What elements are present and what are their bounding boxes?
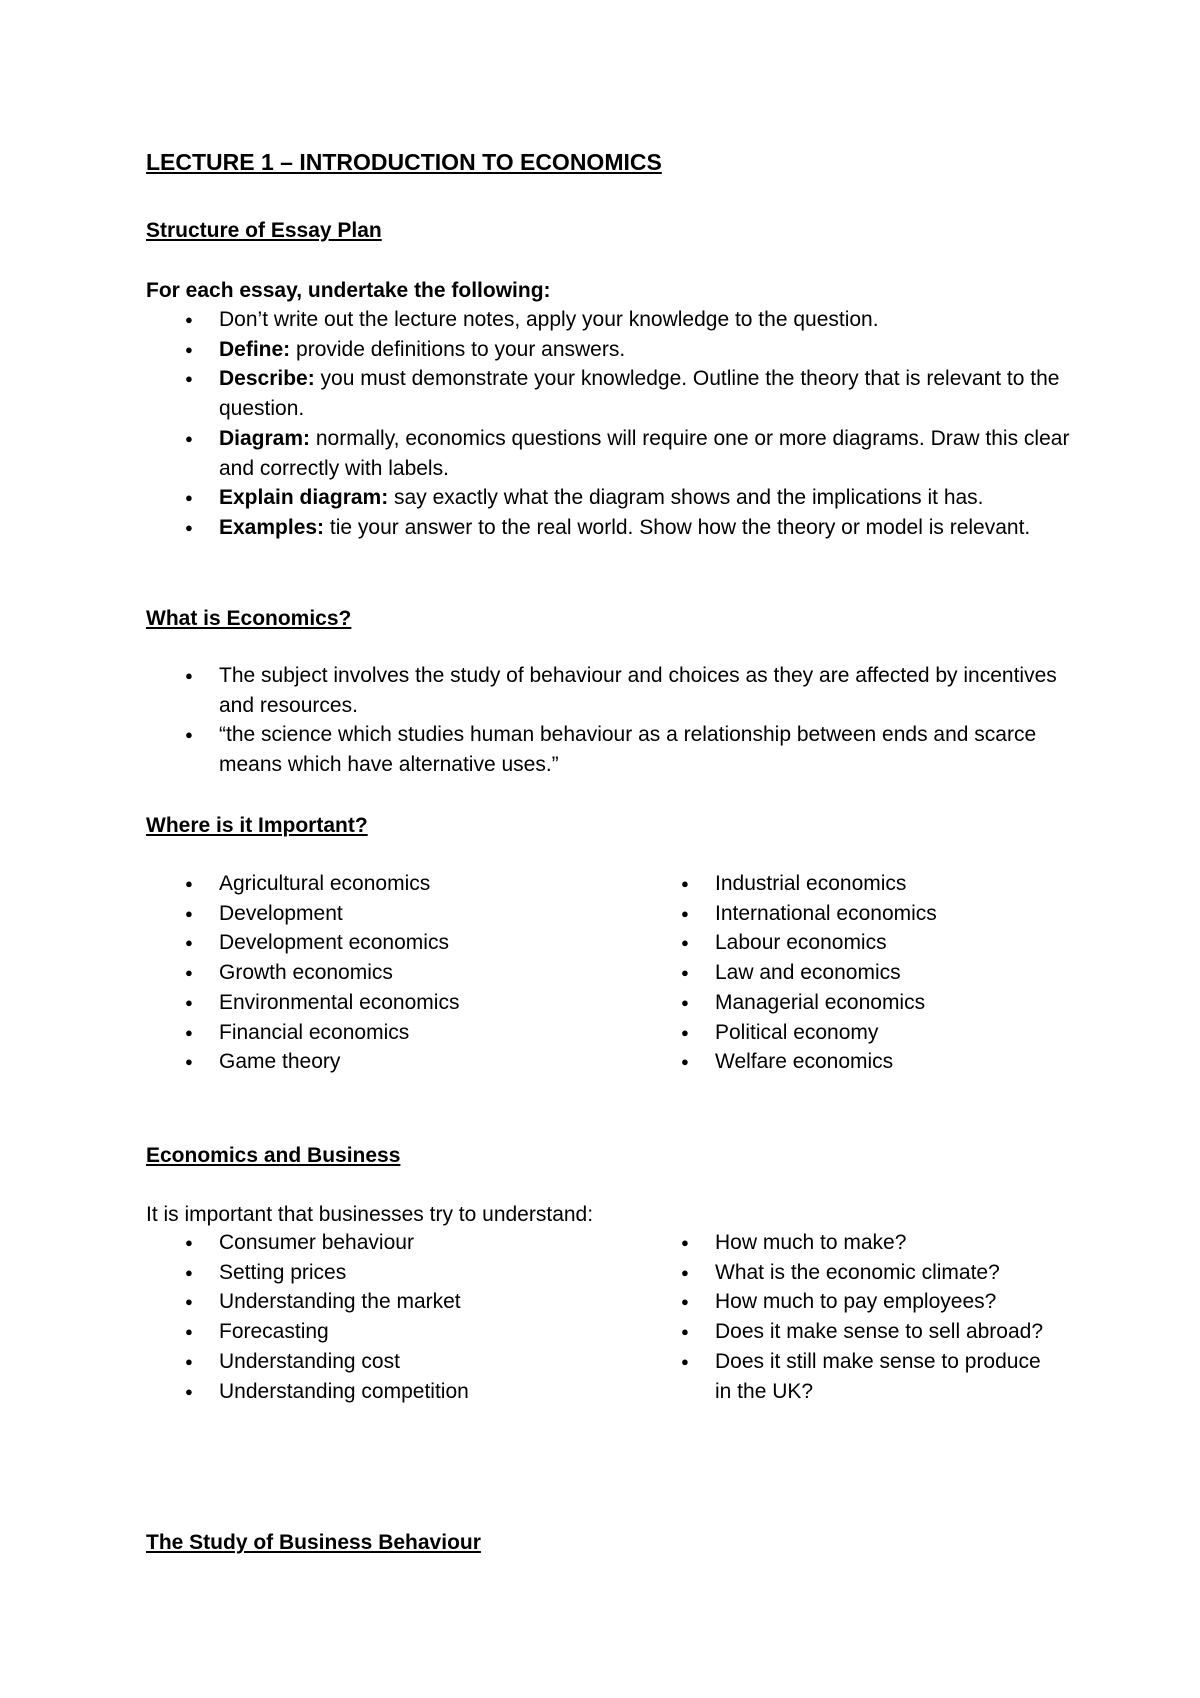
essay-plan-list xyxy=(146,305,1086,543)
where-important-list-left xyxy=(146,869,636,1077)
list-item: ● Understanding competition xyxy=(146,1377,636,1407)
item-term: Explain diagram: xyxy=(219,486,389,510)
list-item: ● Growth economics xyxy=(146,958,636,988)
section-heading-what-is: What is Economics? xyxy=(146,607,352,630)
section-heading-econ-business: Economics and Business xyxy=(146,1144,401,1167)
item-term: Describe: xyxy=(219,367,315,391)
list-item: ● Development economics xyxy=(146,928,636,958)
list-item: ● Setting prices xyxy=(146,1258,636,1288)
list-item xyxy=(146,305,1086,335)
where-important-list-right xyxy=(642,869,1082,1077)
section-heading-study-business: The Study of Business Behaviour xyxy=(146,1531,481,1554)
econ-business-list-left xyxy=(146,1228,636,1406)
list-item: ● Does it still make sense to produce in the UK? xyxy=(642,1347,1062,1406)
econ-business-list-right xyxy=(642,1228,1062,1406)
item-text: Don’t write out the lecture notes, apply your knowledge to the question. xyxy=(219,308,879,331)
list-item: ● Financial economics xyxy=(146,1018,636,1048)
item-text: you must demonstrate your knowledge. Outline the theory that is relevant to the question. xyxy=(219,367,1060,421)
list-item: ● Understanding the market xyxy=(146,1287,636,1317)
list-item: ● Political economy xyxy=(642,1018,1082,1048)
list-item: ● How much to make? xyxy=(642,1228,1062,1258)
list-item: ● Managerial economics xyxy=(642,988,1082,1018)
list-item xyxy=(146,424,1086,483)
list-item: ● Welfare economics xyxy=(642,1047,1082,1077)
list-item: ● “the science which studies human behaviour as a relationship between ends and scarce means which have alternative uses.” xyxy=(146,720,1086,779)
list-item: ● The subject involves the study of behaviour and choices as they are affected by incentives and resources. xyxy=(146,661,1086,720)
item-term: Examples: xyxy=(219,515,325,539)
list-item: ● Law and economics xyxy=(642,958,1082,988)
item-term: Diagram: xyxy=(219,426,311,450)
item-term: Define: xyxy=(219,337,291,361)
list-item xyxy=(146,483,1086,513)
page-title: LECTURE 1 – INTRODUCTION TO ECONOMICS xyxy=(146,149,662,175)
list-item: ● What is the economic climate? xyxy=(642,1258,1062,1288)
item-text: provide definitions to your answers. xyxy=(290,337,626,361)
list-item xyxy=(146,335,1086,365)
list-item: ● International economics xyxy=(642,899,1082,929)
econ-business-intro: It is important that businesses try to understand: xyxy=(146,1203,594,1226)
list-item: ● Game theory xyxy=(146,1047,636,1077)
list-item: ● How much to pay employees? xyxy=(642,1287,1062,1317)
list-item: ● Agricultural economics xyxy=(146,869,636,899)
list-item: ● Environmental economics xyxy=(146,988,636,1018)
item-text: tie your answer to the real world. Show how the theory or model is relevant. xyxy=(324,515,1031,539)
list-item: ● Understanding cost xyxy=(146,1347,636,1377)
list-item: ● Industrial economics xyxy=(642,869,1082,899)
item-text: say exactly what the diagram shows and the implications it has. xyxy=(388,486,984,510)
list-item xyxy=(146,364,1086,423)
item-text: normally, economics questions will require one or more diagrams. Draw this clear and correctly with labels. xyxy=(219,426,1070,480)
section-heading-essay-plan: Structure of Essay Plan xyxy=(146,219,382,242)
essay-plan-intro: For each essay, undertake the following: xyxy=(146,279,551,302)
list-item xyxy=(146,513,1086,543)
what-is-list xyxy=(146,661,1086,780)
list-item: ● Labour economics xyxy=(642,928,1082,958)
section-heading-where-important: Where is it Important? xyxy=(146,814,368,837)
list-item: ● Consumer behaviour xyxy=(146,1228,636,1258)
list-item: ● Forecasting xyxy=(146,1317,636,1347)
list-item: ● Development xyxy=(146,899,636,929)
list-item: ● Does it make sense to sell abroad? xyxy=(642,1317,1062,1347)
